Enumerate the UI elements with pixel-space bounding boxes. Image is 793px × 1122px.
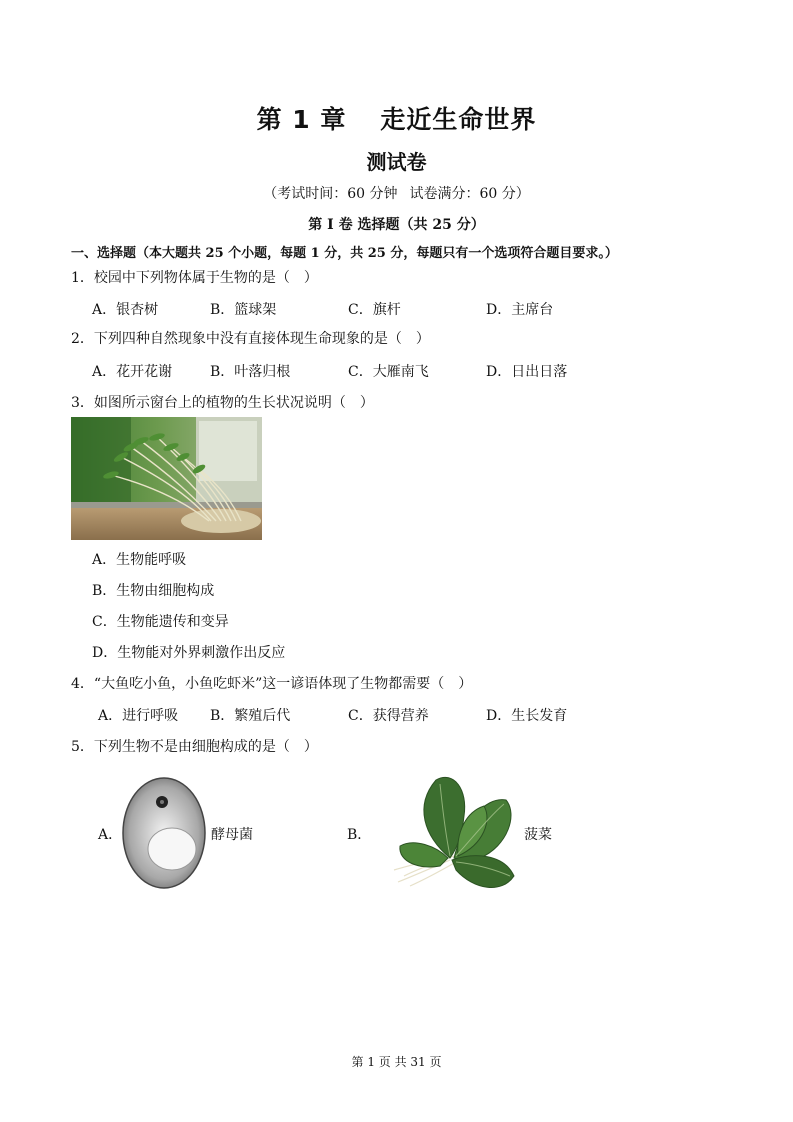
yeast-cell-illustration — [120, 775, 210, 891]
windowsill-plant-photo — [71, 417, 262, 540]
q1-option-a: A．银杏树 — [92, 302, 159, 318]
question-5-stem: 5．下列生物不是由细胞构成的是（ ） — [71, 739, 318, 755]
q1-option-b: B．篮球架 — [210, 302, 277, 318]
q2-option-a: A．花开花谢 — [92, 364, 173, 380]
question-1-stem: 1．校园中下列物体属于生物的是（ ） — [71, 270, 318, 286]
q5-option-b: B． — [347, 827, 372, 843]
exam-score: 试卷满分：60 分） — [409, 186, 530, 202]
q3-option-c: C．生物能遗传和变异 — [92, 614, 229, 630]
chapter-number: 第 1 章 — [256, 105, 347, 134]
q4-option-a: A．进行呼吸 — [98, 708, 179, 724]
q2-option-d: D．日出日落 — [486, 364, 568, 380]
q5-option-a: A． — [98, 827, 123, 843]
spinach-photo — [384, 766, 520, 898]
question-2-stem: 2．下列四种自然现象中没有直接体现生命现象的是（ ） — [71, 331, 430, 347]
q3-option-d: D．生物能对外界刺激作出反应 — [92, 645, 286, 661]
q3-option-b: B．生物由细胞构成 — [92, 583, 215, 599]
q4-option-b: B．繁殖后代 — [210, 708, 291, 724]
page-number: 第 1 页 共 31 页 — [351, 1055, 442, 1069]
exam-info — [0, 183, 793, 203]
chapter-name: 走近生命世界 — [380, 105, 537, 134]
chapter-title — [0, 100, 793, 136]
part-heading: 一、选择题（本大题共 25 个小题，每题 1 分，共 25 分，每题只有一个选项符合题目要求。） — [71, 246, 618, 261]
q2-option-b: B．叶落归根 — [210, 364, 291, 380]
q4-option-c: C．获得营养 — [348, 708, 429, 724]
section-title: 第 I 卷 选择题（共 25 分） — [308, 217, 485, 233]
q5-caption-b: 菠菜 — [524, 827, 552, 843]
q3-option-a: A．生物能呼吸 — [92, 552, 187, 568]
q4-option-d: D．生长发育 — [486, 708, 568, 724]
q1-option-c: C．旗杆 — [348, 302, 401, 318]
question-3-stem: 3．如图所示窗台上的植物的生长状况说明（ ） — [71, 395, 374, 411]
q5-caption-a: 酵母菌 — [211, 827, 253, 843]
paper-subtitle: 测试卷 — [366, 150, 427, 174]
question-4-stem: 4．“大鱼吃小鱼，小鱼吃虾米”这一谚语体现了生物都需要（ ） — [71, 676, 473, 692]
exam-time: （考试时间：60 分钟 — [263, 186, 398, 202]
q1-option-d: D．主席台 — [486, 302, 554, 318]
q2-option-c: C．大雁南飞 — [348, 364, 429, 380]
